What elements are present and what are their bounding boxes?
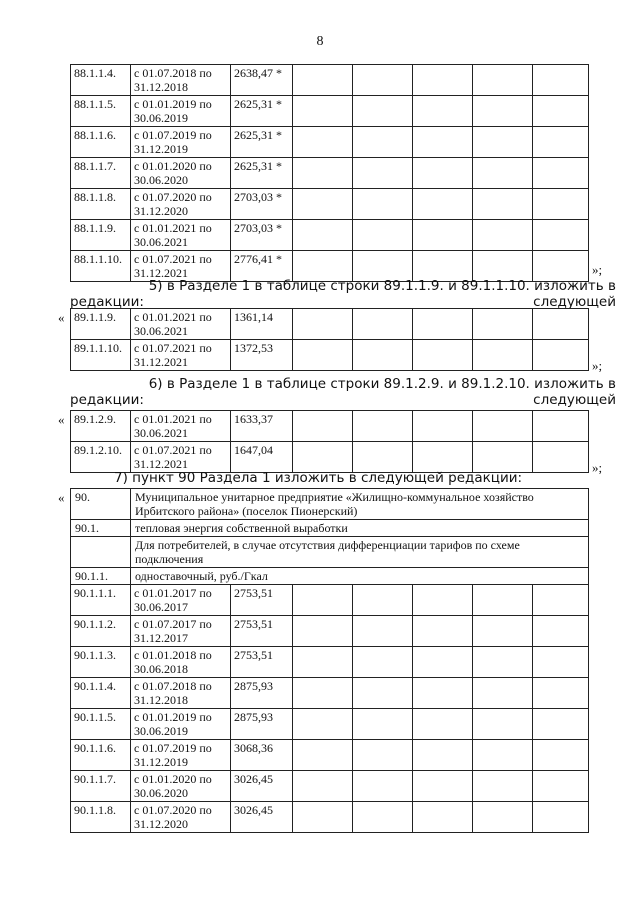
- row-period: с 01.01.2021 по 30.06.2021: [131, 220, 231, 251]
- row-value: 1633,37: [231, 411, 293, 442]
- row-period: с 01.07.2018 по 31.12.2018: [131, 678, 231, 709]
- row-period: с 01.07.2019 по 31.12.2019: [131, 127, 231, 158]
- header-text: тепловая энергия собственной выработки: [131, 520, 589, 537]
- page-number: 8: [316, 34, 324, 49]
- table-row: [71, 585, 589, 616]
- empty-cell: [533, 740, 589, 771]
- header-code: 90.: [71, 489, 131, 520]
- empty-cell: [293, 442, 353, 473]
- row-value: 3026,45: [231, 802, 293, 833]
- table-row: [71, 340, 589, 371]
- table-row: [71, 771, 589, 802]
- row-period: с 01.01.2020 по 30.06.2020: [131, 158, 231, 189]
- empty-cell: [293, 189, 353, 220]
- row-value: 1361,14: [231, 309, 293, 340]
- empty-cell: [353, 411, 413, 442]
- table-header-row: [71, 489, 589, 520]
- header-text: Муниципальное унитарное предприятие «Жилищно-коммунальное хозяйство Ирбитского района» (поселок Пионерский): [131, 489, 589, 520]
- row-value: 2875,93: [231, 678, 293, 709]
- empty-cell: [353, 127, 413, 158]
- row-value: 1647,04: [231, 442, 293, 473]
- row-period: с 01.07.2017 по 31.12.2017: [131, 616, 231, 647]
- empty-cell: [413, 189, 473, 220]
- empty-cell: [533, 189, 589, 220]
- table-row: [71, 127, 589, 158]
- empty-cell: [293, 127, 353, 158]
- empty-cell: [413, 65, 473, 96]
- empty-cell: [473, 251, 533, 282]
- table-row: [71, 251, 589, 282]
- empty-cell: [413, 309, 473, 340]
- empty-cell: [293, 585, 353, 616]
- row-code: 88.1.1.5.: [71, 96, 131, 127]
- empty-cell: [473, 802, 533, 833]
- empty-cell: [413, 740, 473, 771]
- table-90-opening-quote: «: [58, 490, 65, 505]
- table-row: [71, 802, 589, 833]
- empty-cell: [533, 442, 589, 473]
- table-90-rows: [70, 488, 589, 833]
- empty-cell: [413, 616, 473, 647]
- row-code: 88.1.1.10.: [71, 251, 131, 282]
- paragraph-7: 7) пункт 90 Раздела 1 изложить в следующей редакции:: [114, 470, 523, 486]
- row-period: с 01.07.2020 по 31.12.2020: [131, 802, 231, 833]
- table-89a-closing-quote: »;: [592, 358, 603, 373]
- row-value: 2703,03 *: [231, 220, 293, 251]
- empty-cell: [473, 96, 533, 127]
- empty-cell: [473, 442, 533, 473]
- row-code: 89.1.1.9.: [71, 309, 131, 340]
- row-period: с 01.01.2018 по 30.06.2018: [131, 647, 231, 678]
- empty-cell: [413, 647, 473, 678]
- empty-cell: [473, 771, 533, 802]
- row-value: 2625,31 *: [231, 96, 293, 127]
- row-value: 1372,53: [231, 340, 293, 371]
- empty-cell: [533, 220, 589, 251]
- row-value: 2703,03 *: [231, 189, 293, 220]
- table-row: [71, 158, 589, 189]
- row-period: с 01.07.2021 по 31.12.2021: [131, 340, 231, 371]
- empty-cell: [473, 411, 533, 442]
- empty-cell: [293, 158, 353, 189]
- row-code: 90.1.1.5.: [71, 709, 131, 740]
- table-89b-opening-quote: «: [58, 412, 65, 427]
- header-code: 90.1.: [71, 520, 131, 537]
- row-code: 88.1.1.8.: [71, 189, 131, 220]
- empty-cell: [413, 220, 473, 251]
- row-code: 88.1.1.7.: [71, 158, 131, 189]
- empty-cell: [293, 771, 353, 802]
- row-period: с 01.07.2021 по 31.12.2021: [131, 442, 231, 473]
- table-88-rows: [70, 64, 589, 282]
- paragraph-6-line-2: редакции:: [70, 392, 144, 408]
- empty-cell: [413, 127, 473, 158]
- paragraph-6-line-1: 6) в Разделе 1 в таблице строки 89.1.2.9. и 89.1.2.10. изложить в следующей: [148, 376, 616, 408]
- empty-cell: [533, 251, 589, 282]
- empty-cell: [473, 189, 533, 220]
- empty-cell: [353, 585, 413, 616]
- empty-cell: [533, 678, 589, 709]
- row-code: 90.1.1.8.: [71, 802, 131, 833]
- row-period: с 01.01.2021 по 30.06.2021: [131, 411, 231, 442]
- empty-cell: [353, 340, 413, 371]
- table-89-1-2-rows: [70, 410, 589, 473]
- empty-cell: [533, 65, 589, 96]
- row-code: 88.1.1.6.: [71, 127, 131, 158]
- empty-cell: [413, 411, 473, 442]
- empty-cell: [413, 158, 473, 189]
- empty-cell: [353, 442, 413, 473]
- row-code: 89.1.2.10.: [71, 442, 131, 473]
- empty-cell: [533, 411, 589, 442]
- header-text: Для потребителей, в случае отсутствия дифференциации тарифов по схеме подключения: [131, 537, 589, 568]
- table-row: [71, 709, 589, 740]
- empty-cell: [353, 802, 413, 833]
- row-period: с 01.01.2019 по 30.06.2019: [131, 96, 231, 127]
- empty-cell: [413, 96, 473, 127]
- empty-cell: [353, 251, 413, 282]
- row-value: 3026,45: [231, 771, 293, 802]
- empty-cell: [353, 678, 413, 709]
- empty-cell: [293, 340, 353, 371]
- table-row: [71, 96, 589, 127]
- row-value: 2776,41 *: [231, 251, 293, 282]
- empty-cell: [413, 251, 473, 282]
- empty-cell: [413, 771, 473, 802]
- empty-cell: [413, 585, 473, 616]
- row-period: с 01.07.2021 по 31.12.2021: [131, 251, 231, 282]
- empty-cell: [353, 771, 413, 802]
- empty-cell: [413, 442, 473, 473]
- empty-cell: [293, 802, 353, 833]
- empty-cell: [473, 220, 533, 251]
- row-code: 88.1.1.9.: [71, 220, 131, 251]
- table-row: [71, 616, 589, 647]
- row-code: 88.1.1.4.: [71, 65, 131, 96]
- empty-cell: [353, 309, 413, 340]
- row-period: с 01.07.2020 по 31.12.2020: [131, 189, 231, 220]
- table-89-1-1-rows: [70, 308, 589, 371]
- empty-cell: [293, 709, 353, 740]
- table-row: [71, 411, 589, 442]
- row-code: 90.1.1.4.: [71, 678, 131, 709]
- table-row: [71, 647, 589, 678]
- empty-cell: [413, 709, 473, 740]
- empty-cell: [533, 709, 589, 740]
- empty-cell: [293, 96, 353, 127]
- empty-cell: [353, 709, 413, 740]
- empty-cell: [293, 678, 353, 709]
- row-value: 2753,51: [231, 585, 293, 616]
- empty-cell: [353, 65, 413, 96]
- empty-cell: [473, 678, 533, 709]
- paragraph-5-line-1: 5) в Разделе 1 в таблице строки 89.1.1.9. и 89.1.1.10. изложить в следующей: [148, 278, 616, 310]
- table-header-row: [71, 568, 589, 585]
- empty-cell: [413, 340, 473, 371]
- empty-cell: [293, 251, 353, 282]
- row-value: 2638,47 *: [231, 65, 293, 96]
- table-row: [71, 309, 589, 340]
- row-value: 2753,51: [231, 616, 293, 647]
- row-code: 90.1.1.2.: [71, 616, 131, 647]
- row-period: с 01.01.2021 по 30.06.2021: [131, 309, 231, 340]
- empty-cell: [353, 616, 413, 647]
- empty-cell: [533, 309, 589, 340]
- row-value: 2875,93: [231, 709, 293, 740]
- empty-cell: [533, 585, 589, 616]
- table-row: [71, 740, 589, 771]
- empty-cell: [473, 309, 533, 340]
- empty-cell: [473, 585, 533, 616]
- empty-cell: [353, 740, 413, 771]
- row-period: с 01.01.2019 по 30.06.2019: [131, 709, 231, 740]
- empty-cell: [533, 647, 589, 678]
- empty-cell: [353, 158, 413, 189]
- table-89a-opening-quote: «: [58, 310, 65, 325]
- table-row: [71, 65, 589, 96]
- empty-cell: [473, 65, 533, 96]
- paragraph-5-line-2: редакции:: [70, 294, 144, 310]
- row-code: 90.1.1.1.: [71, 585, 131, 616]
- row-value: 2625,31 *: [231, 158, 293, 189]
- empty-cell: [473, 340, 533, 371]
- empty-cell: [473, 616, 533, 647]
- table-header-row: [71, 537, 589, 568]
- empty-cell: [293, 616, 353, 647]
- empty-cell: [353, 220, 413, 251]
- empty-cell: [353, 189, 413, 220]
- row-code: 89.1.2.9.: [71, 411, 131, 442]
- table-row: [71, 442, 589, 473]
- empty-cell: [473, 740, 533, 771]
- empty-cell: [533, 340, 589, 371]
- empty-cell: [473, 127, 533, 158]
- table-row: [71, 189, 589, 220]
- empty-cell: [473, 709, 533, 740]
- header-code: [71, 537, 131, 568]
- empty-cell: [293, 220, 353, 251]
- empty-cell: [353, 647, 413, 678]
- empty-cell: [533, 616, 589, 647]
- row-period: с 01.07.2019 по 31.12.2019: [131, 740, 231, 771]
- row-code: 90.1.1.7.: [71, 771, 131, 802]
- empty-cell: [533, 771, 589, 802]
- table-header-row: [71, 520, 589, 537]
- empty-cell: [353, 96, 413, 127]
- empty-cell: [413, 802, 473, 833]
- table-row: [71, 678, 589, 709]
- table-row: [71, 220, 589, 251]
- row-value: 3068,36: [231, 740, 293, 771]
- empty-cell: [533, 158, 589, 189]
- row-code: 89.1.1.10.: [71, 340, 131, 371]
- header-text: одноставочный, руб./Гкал: [131, 568, 589, 585]
- empty-cell: [533, 127, 589, 158]
- table-88-closing-quote: »;: [592, 262, 603, 277]
- empty-cell: [293, 411, 353, 442]
- empty-cell: [293, 647, 353, 678]
- row-value: 2625,31 *: [231, 127, 293, 158]
- empty-cell: [533, 96, 589, 127]
- header-code: 90.1.1.: [71, 568, 131, 585]
- empty-cell: [293, 309, 353, 340]
- row-period: с 01.01.2017 по 30.06.2017: [131, 585, 231, 616]
- table-89b-closing-quote: »;: [592, 460, 603, 475]
- row-code: 90.1.1.3.: [71, 647, 131, 678]
- row-code: 90.1.1.6.: [71, 740, 131, 771]
- empty-cell: [473, 158, 533, 189]
- empty-cell: [473, 647, 533, 678]
- empty-cell: [293, 65, 353, 96]
- row-period: с 01.01.2020 по 30.06.2020: [131, 771, 231, 802]
- row-value: 2753,51: [231, 647, 293, 678]
- row-period: с 01.07.2018 по 31.12.2018: [131, 65, 231, 96]
- empty-cell: [293, 740, 353, 771]
- empty-cell: [533, 802, 589, 833]
- empty-cell: [413, 678, 473, 709]
